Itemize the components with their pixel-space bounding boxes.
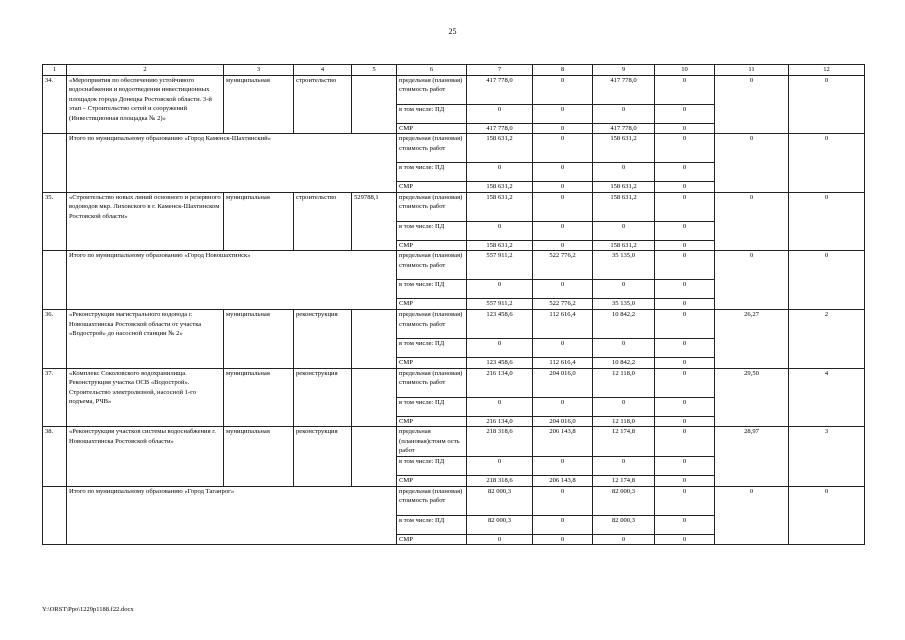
value-col9: 0 (593, 221, 655, 240)
municipality-total-label: Итого по муниципальному образованию «Город Новошахтинск» (67, 251, 397, 310)
value-col8: 0 (533, 75, 593, 104)
value-col10: 0 (655, 368, 715, 397)
value-col8: 206 143,8 (533, 475, 593, 486)
cost-type-label: СМР (397, 299, 467, 310)
value-col9: 12 118,0 (593, 368, 655, 397)
value-col12: 0 (789, 192, 865, 251)
value-col10: 0 (655, 123, 715, 134)
value-col7: 0 (467, 397, 533, 416)
value-col9: 82 000,3 (593, 486, 655, 515)
value-col9: 12 174,8 (593, 427, 655, 457)
work-type-cell: реконструкция (294, 368, 352, 427)
value-col9: 0 (593, 104, 655, 123)
value-col9: 0 (593, 456, 655, 475)
value-col10: 0 (655, 486, 715, 515)
value-col7: 218 318,6 (467, 427, 533, 457)
value-col10: 0 (655, 182, 715, 193)
ownership-cell: муниципальная (224, 427, 294, 486)
value-col8: 0 (533, 104, 593, 123)
value-col9: 10 842,2 (593, 309, 655, 338)
ownership-cell: муниципальная (224, 192, 294, 251)
object-name: «Комплекс Соколовского водохранилища. Реконструкция участка ОСВ «Водострой». Строительство электролизной, насосной 1-го подъема, РЧВ» (67, 368, 224, 427)
capacity-cell (352, 309, 397, 368)
row-number (43, 486, 67, 545)
investment-table (42, 64, 865, 545)
cost-type-label: в том числе: ПД (397, 163, 467, 182)
value-col9: 417 778,0 (593, 75, 655, 104)
row-number (43, 134, 67, 193)
value-col9: 158 631,2 (593, 240, 655, 251)
value-col11: 0 (715, 486, 789, 545)
value-col9: 82 000,3 (593, 515, 655, 534)
table-row (43, 75, 865, 104)
cost-type-label: СМР (397, 416, 467, 427)
municipality-total-label: Итого по муниципальному образованию «Город Каменск-Шахтинский» (67, 134, 397, 193)
value-col8: 112 616,4 (533, 309, 593, 338)
value-col9: 35 135,0 (593, 299, 655, 310)
value-col9: 0 (593, 338, 655, 357)
value-col8: 204 016,0 (533, 368, 593, 397)
value-col9: 0 (593, 397, 655, 416)
row-number: 35. (43, 192, 67, 251)
value-col7: 216 134,0 (467, 416, 533, 427)
value-col11: 0 (715, 75, 789, 134)
value-col7: 82 000,3 (467, 486, 533, 515)
value-col8: 0 (533, 515, 593, 534)
value-col8: 112 616,4 (533, 357, 593, 368)
value-col9: 417 778,0 (593, 123, 655, 134)
page-number: 25 (448, 27, 457, 36)
value-col7: 158 631,2 (467, 134, 533, 163)
cost-type-label: предельная (плановая) стоимость работ (397, 75, 467, 104)
value-col11: 28,97 (715, 427, 789, 486)
value-col10: 0 (655, 280, 715, 299)
table-row (43, 251, 865, 280)
cost-type-label: в том числе: ПД (397, 221, 467, 240)
cost-type-label: предельная (плановая) стоимость работ (397, 486, 467, 515)
cost-type-label: предельная (плановая) стоимость работ (397, 309, 467, 338)
value-col7: 123 458,6 (467, 357, 533, 368)
col-number: 2 (67, 65, 224, 76)
ownership-cell: муниципальная (224, 309, 294, 368)
col-number: 12 (789, 65, 865, 76)
value-col7: 216 134,0 (467, 368, 533, 397)
work-type-cell: реконструкция (294, 427, 352, 486)
value-col7: 557 911,2 (467, 299, 533, 310)
value-col10: 0 (655, 75, 715, 104)
value-col12: 2 (789, 309, 865, 368)
cost-type-label: в том числе: ПД (397, 456, 467, 475)
value-col8: 0 (533, 534, 593, 545)
table-row (43, 427, 865, 457)
cost-type-label: предельная (плановая) стоимость работ (397, 368, 467, 397)
value-col11: 0 (715, 134, 789, 193)
col-number: 11 (715, 65, 789, 76)
value-col12: 3 (789, 427, 865, 486)
value-col10: 0 (655, 456, 715, 475)
cost-type-label: СМР (397, 182, 467, 193)
cost-type-label: СМР (397, 534, 467, 545)
value-col12: 4 (789, 368, 865, 427)
value-col8: 0 (533, 240, 593, 251)
row-number: 36. (43, 309, 67, 368)
table-row (43, 192, 865, 221)
cost-type-label: СМР (397, 240, 467, 251)
value-col8: 0 (533, 338, 593, 357)
value-col12: 0 (789, 486, 865, 545)
value-col9: 158 631,2 (593, 134, 655, 163)
col-number: 9 (593, 65, 655, 76)
cost-type-label: в том числе: ПД (397, 338, 467, 357)
value-col10: 0 (655, 163, 715, 182)
object-name: «Реконструкция участков системы водоснабжения г. Новошахтинска Ростовской области» (67, 427, 224, 486)
value-col10: 0 (655, 515, 715, 534)
value-col7: 158 631,2 (467, 182, 533, 193)
value-col8: 522 776,2 (533, 299, 593, 310)
value-col9: 0 (593, 534, 655, 545)
value-col8: 204 016,0 (533, 416, 593, 427)
value-col9: 35 135,0 (593, 251, 655, 280)
work-type-cell: строительство (294, 75, 352, 134)
col-number: 6 (397, 65, 467, 76)
value-col9: 158 631,2 (593, 182, 655, 193)
value-col8: 0 (533, 134, 593, 163)
value-col7: 158 631,2 (467, 192, 533, 221)
value-col10: 0 (655, 240, 715, 251)
value-col9: 12 174,8 (593, 475, 655, 486)
value-col10: 0 (655, 104, 715, 123)
col-number: 5 (352, 65, 397, 76)
value-col9: 0 (593, 280, 655, 299)
file-path-footer: Y:\ORST\Ppo\1229p1188.f22.docx (42, 606, 134, 613)
table-row (43, 309, 865, 338)
cost-type-label: предельная (плановая) стоимость работ (397, 134, 467, 163)
row-number (43, 251, 67, 310)
value-col8: 0 (533, 397, 593, 416)
value-col12: 0 (789, 134, 865, 193)
value-col8: 0 (533, 182, 593, 193)
value-col11: 26,27 (715, 309, 789, 368)
value-col7: 0 (467, 338, 533, 357)
value-col9: 10 842,2 (593, 357, 655, 368)
col-number: 4 (294, 65, 352, 76)
cost-type-label: в том числе: ПД (397, 280, 467, 299)
value-col12: 0 (789, 251, 865, 310)
work-type-cell: реконструкция (294, 309, 352, 368)
value-col8: 0 (533, 280, 593, 299)
value-col10: 0 (655, 251, 715, 280)
value-col7: 82 000,3 (467, 515, 533, 534)
value-col10: 0 (655, 534, 715, 545)
value-col7: 0 (467, 280, 533, 299)
value-col11: 0 (715, 251, 789, 310)
value-col7: 417 778,0 (467, 75, 533, 104)
value-col8: 0 (533, 221, 593, 240)
value-col10: 0 (655, 338, 715, 357)
ownership-cell: муниципальная (224, 368, 294, 427)
row-number: 34. (43, 75, 67, 134)
value-col8: 0 (533, 486, 593, 515)
col-number: 7 (467, 65, 533, 76)
value-col7: 0 (467, 534, 533, 545)
value-col10: 0 (655, 309, 715, 338)
value-col10: 0 (655, 416, 715, 427)
row-number: 37. (43, 368, 67, 427)
cost-type-label: предельная (плановая)стоим ость работ (397, 427, 467, 457)
object-name: «Реконструкция магистрального водовода г. Новошахтинска Ростовской области от участка «Водострой» до насосной станции № 2» (67, 309, 224, 368)
column-number-row (43, 65, 865, 76)
value-col7: 0 (467, 163, 533, 182)
cost-type-label: предельная (плановая) стоимость работ (397, 192, 467, 221)
table-row (43, 134, 865, 163)
value-col12: 0 (789, 75, 865, 134)
value-col10: 0 (655, 221, 715, 240)
value-col7: 557 911,2 (467, 251, 533, 280)
value-col8: 0 (533, 123, 593, 134)
value-col10: 0 (655, 299, 715, 310)
value-col10: 0 (655, 397, 715, 416)
value-col10: 0 (655, 427, 715, 457)
value-col7: 158 631,2 (467, 240, 533, 251)
capacity-cell: 529788,1 (352, 192, 397, 251)
cost-type-label: СМР (397, 357, 467, 368)
col-number: 3 (224, 65, 294, 76)
capacity-cell (352, 427, 397, 486)
value-col11: 0 (715, 192, 789, 251)
cost-type-label: в том числе: ПД (397, 397, 467, 416)
cost-type-label: предельная (плановая) стоимость работ (397, 251, 467, 280)
capacity-cell (352, 368, 397, 427)
value-col7: 123 458,6 (467, 309, 533, 338)
row-number: 38. (43, 427, 67, 486)
cost-type-label: СМР (397, 123, 467, 134)
ownership-cell: муниципальная (224, 75, 294, 134)
municipality-total-label: Итого по муниципальному образованию «Город Таганрог» (67, 486, 397, 545)
object-name: «Мероприятия по обеспечению устойчивого водоснабжения и водоотведения инвестиционных площадок города Донецка Ростовской области. 3-й этап – Строительство сетей и сооружений (Инвестиционная площадка № 2)» (67, 75, 224, 134)
value-col11: 29,50 (715, 368, 789, 427)
table-row (43, 486, 865, 515)
col-number: 10 (655, 65, 715, 76)
value-col9: 158 631,2 (593, 192, 655, 221)
value-col9: 0 (593, 163, 655, 182)
cost-type-label: СМР (397, 475, 467, 486)
capacity-cell (352, 75, 397, 134)
value-col10: 0 (655, 192, 715, 221)
col-number: 8 (533, 65, 593, 76)
value-col10: 0 (655, 475, 715, 486)
work-type-cell: строительство (294, 192, 352, 251)
value-col8: 0 (533, 192, 593, 221)
table-body (43, 65, 865, 545)
cost-type-label: в том числе: ПД (397, 515, 467, 534)
value-col7: 0 (467, 221, 533, 240)
value-col7: 0 (467, 104, 533, 123)
value-col10: 0 (655, 357, 715, 368)
value-col8: 206 143,8 (533, 427, 593, 457)
object-name: «Строительство новых линий основного и резервного водоводов мкр. Лиховского в г. Каменск-Шахтинском Ростовской области» (67, 192, 224, 251)
value-col9: 12 118,0 (593, 416, 655, 427)
cost-type-label: в том числе: ПД (397, 104, 467, 123)
value-col8: 0 (533, 456, 593, 475)
value-col7: 0 (467, 456, 533, 475)
table-row (43, 368, 865, 397)
col-number: 1 (43, 65, 67, 76)
value-col7: 218 318,6 (467, 475, 533, 486)
value-col8: 0 (533, 163, 593, 182)
value-col8: 522 776,2 (533, 251, 593, 280)
value-col10: 0 (655, 134, 715, 163)
value-col7: 417 778,0 (467, 123, 533, 134)
